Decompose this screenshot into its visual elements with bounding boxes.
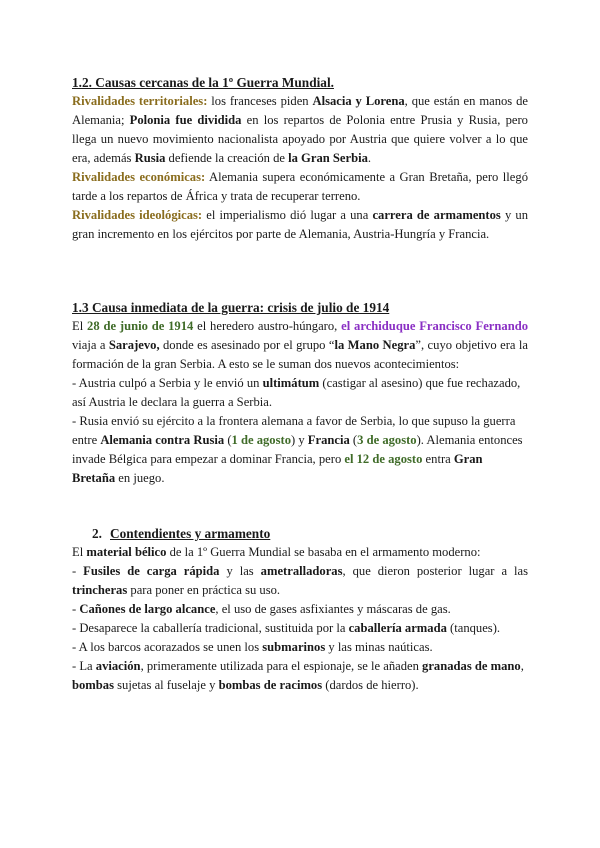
bold-term: Cañones de largo alcance: [79, 602, 216, 616]
section-1-2: [72, 73, 528, 244]
bold-term: Fusiles de carga rápida: [83, 564, 220, 578]
bold-term: caballería armada: [348, 621, 447, 635]
paragraph-economic: [72, 168, 528, 206]
text: , primeramente utilizada para el espionaje, se le añaden: [140, 659, 423, 673]
text: , el uso de gases asfixiantes y máscaras de gas.: [215, 602, 451, 616]
date-highlight: el 12 de agosto: [344, 452, 423, 466]
text: (: [349, 433, 358, 447]
bold-term: la Mano Negra: [334, 338, 416, 352]
section-heading: [72, 524, 528, 543]
bold-term: Sarajevo,: [108, 338, 160, 352]
text: - Austria culpó a Serbia y le envió un: [72, 376, 263, 390]
text: - A los barcos acorazados se unen los: [72, 640, 263, 654]
label-territorial: Rivalidades territoriales:: [72, 94, 208, 108]
paragraph-aviation: [72, 657, 528, 695]
bold-term: Alemania contra Rusia: [100, 433, 225, 447]
text: ,: [520, 659, 524, 673]
paragraph-cannons: [72, 600, 528, 619]
bold-term: Gran Bretaña: [72, 452, 483, 485]
paragraph-cavalry: [72, 619, 528, 638]
bold-term: trincheras: [72, 583, 128, 597]
bold-term: ultimátum: [262, 376, 320, 390]
paragraph-territorial: [72, 92, 528, 168]
paragraph-russia: [72, 412, 528, 488]
text: y las: [219, 564, 261, 578]
text: el heredero austro-húngaro,: [193, 319, 342, 333]
bold-term: carrera de armamentos: [372, 208, 501, 222]
section-number: 2.: [92, 526, 102, 541]
text: ). Alemania entonces invade Bélgica para empezar a dominar Francia, pero: [72, 433, 523, 466]
text: sujetas al fuselaje y: [114, 678, 219, 692]
text: El: [72, 319, 88, 333]
text: ”, cuyo objetivo era la formación de la gran Serbia. A esto se le suman dos nuevos acontecimientos:: [72, 338, 528, 371]
bold-term: bombas: [72, 678, 114, 692]
text: viaja a: [72, 338, 109, 352]
text: entra: [422, 452, 454, 466]
bold-term: granadas de mano: [422, 659, 521, 673]
bold-term: bombas de racimos: [218, 678, 323, 692]
date-highlight: 28 de junio de 1914: [87, 319, 194, 333]
text: -: [72, 602, 80, 616]
text: , que dieron posterior lugar a las: [342, 564, 528, 578]
bold-term: Francia: [307, 433, 350, 447]
label-economic: Rivalidades económicas:: [72, 170, 206, 184]
text: de la 1º Guerra Mundial se basaba en el armamento moderno:: [166, 545, 481, 559]
text: y las minas naúticas.: [325, 640, 433, 654]
person-highlight: el archiduque Francisco Fernando: [341, 319, 529, 333]
bold-term: Rusia: [134, 151, 166, 165]
text: (: [224, 433, 232, 447]
text: (castigar al asesino) que fue rechazado, así Austria le declara la guerra a Serbia.: [72, 376, 521, 409]
date-highlight: 1 de agosto: [231, 433, 291, 447]
paragraph-ultimatum: [72, 374, 528, 412]
text: para poner en práctica su uso.: [127, 583, 281, 597]
section-title: Contendientes y armamento: [110, 526, 271, 541]
bold-term: aviación: [95, 659, 141, 673]
text: , que están en manos de Alemania;: [72, 94, 528, 127]
text: (tanques).: [446, 621, 501, 635]
text: Alemania supera económicamente a Gran Bretaña, pero llegó tarde a los repartos de África y trata de recuperar terreno.: [72, 170, 528, 203]
paragraph-rifles: [72, 562, 528, 600]
paragraph-ideological: [72, 206, 528, 244]
section-heading: 1.3 Causa inmediata de la guerra: crisis de julio de 1914: [72, 300, 390, 315]
bold-term: Alsacia y Lorena: [312, 94, 405, 108]
text: - La: [72, 659, 96, 673]
text: (dardos de hierro).: [322, 678, 419, 692]
text: .: [367, 151, 372, 165]
text: El: [72, 545, 87, 559]
section-heading: 1.2. Causas cercanas de la 1º Guerra Mundial.: [72, 75, 334, 90]
text: el imperialismo dió lugar a una: [202, 208, 373, 222]
paragraph-sarajevo: [72, 317, 528, 374]
date-highlight: 3 de agosto: [357, 433, 417, 447]
section-2: [72, 524, 528, 695]
bold-term: Polonia fue dividida: [129, 113, 242, 127]
text: en juego.: [115, 471, 165, 485]
bold-term: material bélico: [86, 545, 167, 559]
text: los franceses piden: [207, 94, 313, 108]
text: ) y: [291, 433, 308, 447]
text: y un gran incremento en los ejércitos por parte de Alemania, Austria-Hungría y Francia.: [72, 208, 529, 241]
bold-term: ametralladoras: [260, 564, 343, 578]
text: en los repartos de Polonia entre Prusia y Rusia, pero llega un nuevo movimiento nacionalista apoyado por Austria que quiere volver a lo que era, además: [72, 113, 528, 165]
bold-term: submarinos: [262, 640, 326, 654]
paragraph-submarines: [72, 638, 528, 657]
section-1-3: [72, 298, 528, 488]
bold-term: la Gran Serbia: [288, 151, 368, 165]
text: donde es asesinado por el grupo “: [159, 338, 335, 352]
label-ideological: Rivalidades ideológicas:: [72, 208, 203, 222]
text: defiende la creación de: [165, 151, 289, 165]
text: - Rusia envió su ejército a la frontera alemana a favor de Serbia, lo que supuso la guerra entre: [72, 414, 516, 447]
text: - Desaparece la caballería tradicional, sustituida por la: [72, 621, 349, 635]
paragraph-material: [72, 543, 528, 562]
text: -: [72, 564, 84, 578]
